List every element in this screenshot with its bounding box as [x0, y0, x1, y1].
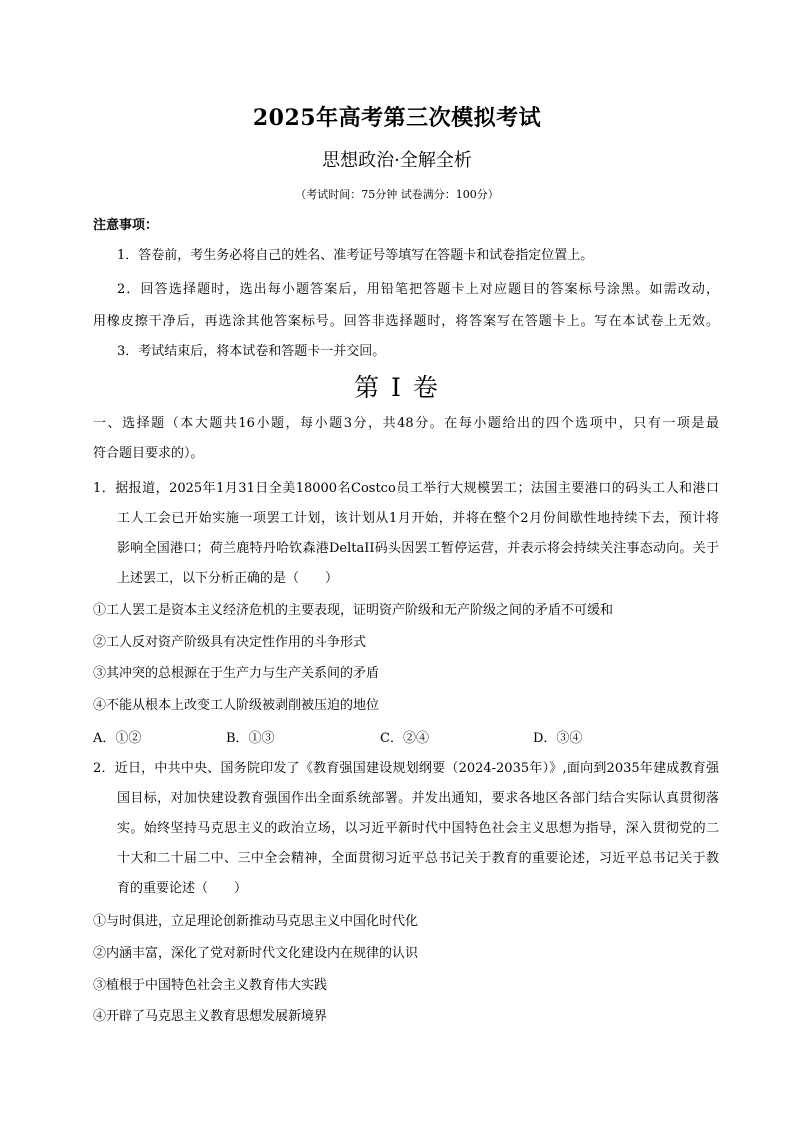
- question-1-line-3: 影响全国港口；荷兰鹿特丹哈钦森港DeltaII码头因罢工暂停运营，并表示将会持续关注事态动向。关于: [117, 541, 719, 556]
- question-2-option-1: ①与时俱进，立足理论创新推动马克思主义中国化时代化: [93, 914, 419, 929]
- question-1-choice-d: D．③④: [533, 731, 583, 746]
- notice-item-1: 1．答卷前，考生务必将自己的姓名、准考证号等填写在答题卡和试卷指定位置上。: [117, 248, 594, 263]
- question-2-line-5: 育的重要论述（ ）: [117, 881, 248, 896]
- exam-title: 2025年高考第三次模拟考试: [252, 105, 542, 131]
- question-1-choice-a: A．①②: [93, 731, 142, 746]
- question-1-option-4: ④不能从根本上改变工人阶级被剥削被压迫的地位: [93, 698, 380, 713]
- exam-info: （考试时间：75分钟 试卷满分：100分）: [295, 188, 499, 201]
- question-1-line-4: 上述罢工，以下分析正确的是（ ）: [117, 571, 339, 586]
- question-2-line-3: 实。始终坚持马克思主义的政治立场，以习近平新时代中国特色社会主义思想为指导，深入贯彻党的二: [117, 821, 719, 836]
- question-2-option-3: ③植根于中国特色社会主义教育伟大实践: [93, 978, 328, 993]
- question-2-option-2: ②内涵丰富，深化了党对新时代文化建设内在规律的认识: [93, 946, 419, 961]
- question-2-line-2: 国目标，对加快建设教育强国作出全面系统部署。并发出通知，要求各地区各部门结合实际认真贯彻落: [117, 791, 719, 806]
- question-1-choice-b: B．①③: [226, 731, 275, 746]
- exam-subtitle: 思想政治·全解全析: [322, 150, 472, 171]
- question-2-line-1: 2．近日，中共中央、国务院印发了《教育强国建设规划纲要（2024-2035年）》,面向到2035年建成教育强: [93, 761, 719, 776]
- question-1-option-1: ①工人罢工是资本主义经济危机的主要表现，证明资产阶级和无产阶级之间的矛盾不可缓和: [93, 603, 614, 618]
- question-1-option-2: ②工人反对资产阶级具有决定性作用的斗争形式: [93, 635, 367, 650]
- section-intro-line-2: 符合题目要求的）。: [93, 446, 204, 461]
- notice-item-2-line-1: 2．回答选择题时，选出每小题答案后，用铅笔把答题卡上对应题目的答案标号涂黑。如需改动，: [117, 282, 719, 297]
- notice-item-2-line-2: 用橡皮擦干净后，再选涂其他答案标号。回答非选择题时，将答案写在答题卡上。写在本试卷上无效。: [93, 314, 719, 329]
- question-1-option-3: ③其冲突的总根源在于生产力与生产关系间的矛盾: [93, 666, 380, 681]
- question-2-option-4: ④开辟了马克思主义教育思想发展新境界: [93, 1009, 328, 1024]
- question-1-line-1: 1．据报道，2025年1月31日全美18000名Costco员工举行大规模罢工；法国主要港口的码头工人和港口: [93, 481, 719, 496]
- section-intro-line-1: 一、选择题（本大题共16小题，每小题3分，共48分。在每小题给出的四个选项中，只有一项是最: [93, 416, 719, 431]
- question-1-choice-c: C．②④: [380, 731, 429, 746]
- question-1-line-2: 工人工会已开始实施一项罢工计划，该计划从1月开始，并将在整个2月份间歇性地持续下去，预计将: [117, 511, 719, 526]
- notice-heading: 注意事项：: [93, 218, 159, 233]
- section-heading: 第 I 卷: [354, 373, 440, 402]
- notice-item-3: 3．考试结束后，将本试卷和答题卡一并交回。: [117, 344, 386, 359]
- question-2-line-4: 十大和二十届二中、三中全会精神，全面贯彻习近平总书记关于教育的重要论述，习近平总书记关于教: [117, 851, 719, 866]
